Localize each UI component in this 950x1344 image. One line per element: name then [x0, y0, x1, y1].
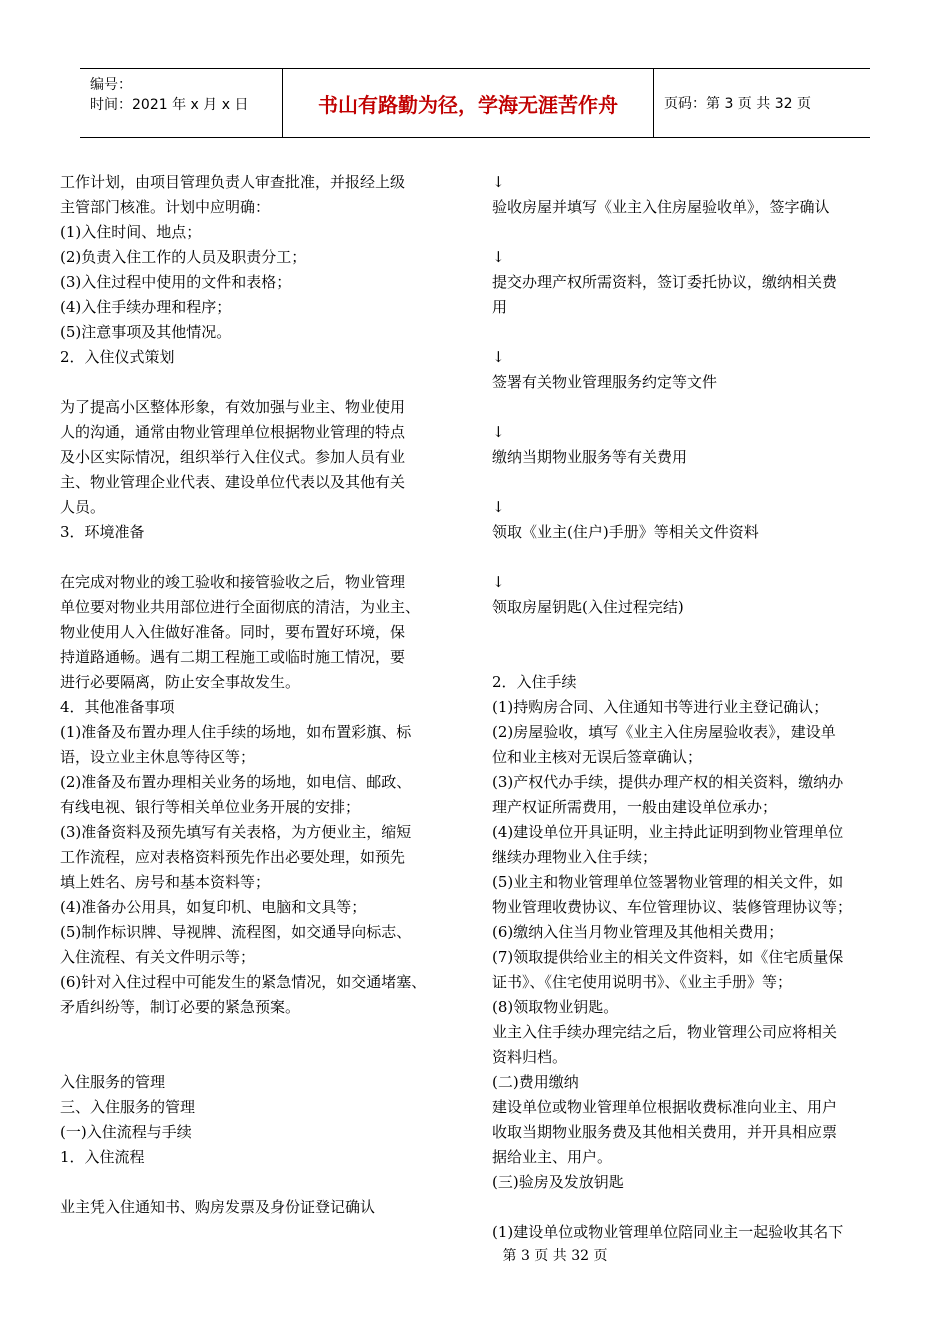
left-text-line: 入住服务的管理	[60, 1073, 166, 1091]
right-text-line: 领取《业主(住户)手册》等相关文件资料	[492, 523, 759, 541]
blank-line	[60, 370, 470, 395]
right-text-line: 用	[492, 298, 508, 316]
left-text-line: (2)准备及布置办理相关业务的场地，如电信、邮政、	[60, 773, 412, 791]
blank-line	[492, 1195, 894, 1220]
right-text-line: 收取当期物业服务费及其他相关费用，并开具相应票	[492, 1123, 838, 1141]
header-page-info: 页码：第 3 页 共 32 页	[664, 96, 811, 112]
left-text-line: 单位要对物业共用部位进行全面彻底的清洁，为业主、	[60, 598, 421, 616]
right-text-line: 业主入住手续办理完结之后，物业管理公司应将相关	[492, 1023, 838, 1041]
left-text-line: 有线电视、银行等相关单位业务开展的安排；	[60, 798, 361, 816]
right-text-line: 建设单位或物业管理单位根据收费标准向业主、用户	[492, 1098, 838, 1116]
blank-line	[492, 320, 894, 345]
right-text-line: (8)领取物业钥匙。	[492, 998, 619, 1016]
right-text-line: (4)建设单位开具证明，业主持此证明到物业管理单位	[492, 823, 844, 841]
left-text-line: 2．入住仪式策划	[60, 348, 175, 366]
left-text-line: 进行必要隔离，防止安全事故发生。	[60, 673, 301, 691]
right-text-line: 签署有关物业管理服务约定等文件	[492, 373, 718, 391]
header-meta	[80, 69, 282, 137]
left-text-line: 3．环境准备	[60, 523, 145, 541]
left-text-line: 矛盾纠纷等，制订必要的紧急预案。	[60, 998, 301, 1016]
flow-arrow: ↓	[492, 248, 505, 266]
left-text-line: (5)注意事项及其他情况。	[60, 323, 232, 341]
left-text-line: (3)入住过程中使用的文件和表格；	[60, 273, 292, 291]
left-text-line: 填上姓名、房号和基本资料等；	[60, 873, 271, 891]
right-text-line: 领取房屋钥匙(入住过程完结)	[492, 598, 684, 616]
left-text-line: (1)入住时间、地点；	[60, 223, 202, 241]
blank-line	[60, 545, 470, 570]
document-number-label: 编号：	[90, 77, 132, 93]
left-text-column	[60, 170, 470, 1220]
left-text-line: 工作计划，由项目管理负责人审查批准，并报经上级	[60, 173, 406, 191]
left-text-line: 为了提高小区整体形象，有效加强与业主、物业使用	[60, 398, 406, 416]
blank-line	[492, 545, 894, 570]
blank-line	[492, 395, 894, 420]
left-text-line: 人的沟通，通常由物业管理单位根据物业管理的特点	[60, 423, 406, 441]
flow-arrow: ↓	[492, 173, 505, 191]
left-text-line: (4)入住手续办理和程序；	[60, 298, 232, 316]
left-text-line: 入住流程、有关文件明示等；	[60, 948, 256, 966]
right-text-line: (1)持购房合同、入住通知书等进行业主登记确认；	[492, 698, 829, 716]
left-text-line: 1．入住流程	[60, 1148, 145, 1166]
left-text-line: 在完成对物业的竣工验收和接管验收之后，物业管理	[60, 573, 406, 591]
right-text-line: (二)费用缴纳	[492, 1073, 579, 1091]
blank-line	[60, 1170, 470, 1195]
right-text-column	[492, 170, 894, 1245]
right-text-line: 资料归档。	[492, 1048, 568, 1066]
right-text-line: 继续办理物业入住手续；	[492, 848, 658, 866]
document-time-label: 时间：2021 年 x 月 x 日	[90, 97, 249, 113]
right-text-line: 据给业主、用户。	[492, 1148, 613, 1166]
flow-arrow: ↓	[492, 573, 505, 591]
right-text-line: (3)产权代办手续，提供办理产权的相关资料，缴纳办	[492, 773, 844, 791]
left-text-line: (1)准备及布置办理人住手续的场地，如布置彩旗、标	[60, 723, 412, 741]
right-text-line: (三)验房及发放钥匙	[492, 1173, 624, 1191]
left-text-line: 业主凭入住通知书、购房发票及身份证登记确认	[60, 1198, 376, 1216]
flow-arrow: ↓	[492, 498, 505, 516]
right-text-line: 物业管理收费协议、车位管理协议、装修管理协议等；	[492, 898, 853, 916]
left-text-line: 主管部门核准。计划中应明确：	[60, 198, 271, 216]
flow-arrow: ↓	[492, 423, 505, 441]
left-text-line: (4)准备办公用具，如复印机、电脑和文具等；	[60, 898, 367, 916]
blank-line	[60, 1045, 470, 1070]
left-text-line: 三、入住服务的管理	[60, 1098, 196, 1116]
left-text-line: (2)负责入住工作的人员及职责分工；	[60, 248, 307, 266]
left-text-line: 物业使用人入住做好准备。同时，要布置好环境，保	[60, 623, 406, 641]
left-text-line: 主、物业管理企业代表、建设单位代表以及其他有关	[60, 473, 406, 491]
right-text-line: (7)领取提供给业主的相关文件资料，如《住宅质量保	[492, 948, 844, 966]
left-text-line: (6)针对入住过程中可能发生的紧急情况，如交通堵塞、	[60, 973, 427, 991]
blank-line	[492, 645, 894, 670]
header-motto: 书山有路勤为径，学海无涯苦作舟	[282, 69, 654, 137]
left-text-line: 语，设立业主休息等待区等；	[60, 748, 256, 766]
left-text-line: (5)制作标识牌、导视牌、流程图，如交通导向标志、	[60, 923, 412, 941]
left-text-line: (一)入住流程与手续	[60, 1123, 192, 1141]
right-text-line: (1)建设单位或物业管理单位陪同业主一起验收其名下	[492, 1223, 844, 1241]
left-text-line: (3)准备资料及预先填写有关表格，为方便业主，缩短	[60, 823, 412, 841]
left-text-line: 工作流程，应对表格资料预先作出必要处理，如预先	[60, 848, 406, 866]
right-text-line: 缴纳当期物业服务等有关费用	[492, 448, 688, 466]
blank-line	[492, 220, 894, 245]
page-footer: 第 3 页 共 32 页	[502, 1248, 608, 1264]
right-text-line: 提交办理产权所需资料，签订委托协议，缴纳相关费	[492, 273, 838, 291]
left-text-line: 持道路通畅。遇有二期工程施工或临时施工情况，要	[60, 648, 406, 666]
left-text-line: 及小区实际情况，组织举行入住仪式。参加人员有业	[60, 448, 406, 466]
right-text-line: 证书》、《住宅使用说明书》、《业主手册》等；	[492, 973, 793, 991]
left-text-line: 人员。	[60, 498, 106, 516]
page-header	[80, 68, 870, 138]
left-text-line: 4．其他准备事项	[60, 698, 175, 716]
right-text-line: (5)业主和物业管理单位签署物业管理的相关文件，如	[492, 873, 844, 891]
right-text-line: (2)房屋验收，填写《业主入住房屋验收表》，建设单	[492, 723, 836, 741]
flow-arrow: ↓	[492, 348, 505, 366]
right-text-line: 2．入住手续	[492, 673, 577, 691]
blank-line	[492, 620, 894, 645]
blank-line	[60, 1020, 470, 1045]
right-text-line: (6)缴纳入住当月物业管理及其他相关费用；	[492, 923, 784, 941]
blank-line	[492, 470, 894, 495]
right-text-line: 理产权证所需费用，一般由建设单位承办；	[492, 798, 778, 816]
right-text-line: 验收房屋并填写《业主入住房屋验收单》，签字确认	[492, 198, 830, 216]
right-text-line: 位和业主核对无误后签章确认；	[492, 748, 703, 766]
